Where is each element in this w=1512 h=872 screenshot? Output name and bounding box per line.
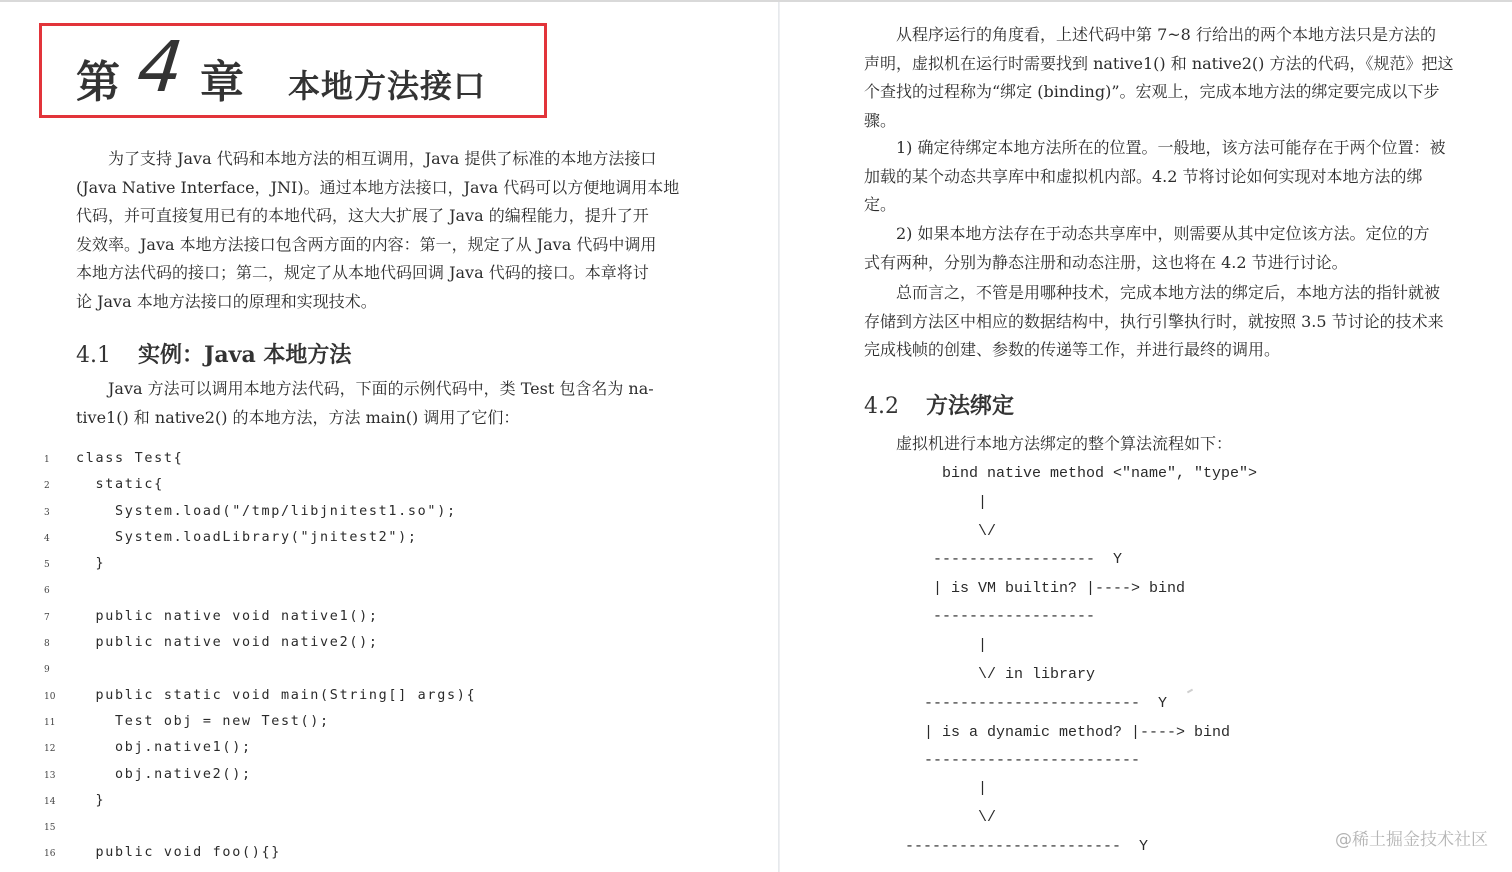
code-text: System.load("/tmp/libjnitest1.so"); <box>76 503 457 519</box>
code-line <box>44 656 476 682</box>
code-text: class Test{ <box>76 451 184 466</box>
flowchart-line: | <box>978 780 988 797</box>
intro-paragraph <box>76 145 700 317</box>
line-number: 5 <box>44 560 50 571</box>
paragraph-line: 加载的某个动态共享库中和虚拟机内部。4.2 节将讨论如何实现对本地方法的绑 <box>864 166 1423 186</box>
code-line <box>44 551 476 577</box>
code-text: static{ <box>76 477 164 493</box>
line-number: 16 <box>44 849 56 860</box>
summary-paragraph <box>864 279 1489 365</box>
code-text: } <box>76 792 106 808</box>
paragraph-line: 声明，虚拟机在运行时需要找到 native1() 和 native2() 方法的代码，《规范》把这 <box>864 53 1454 73</box>
flowchart-line: | is a dynamic method? |----> bind <box>924 724 1231 741</box>
code-line <box>44 814 476 840</box>
paragraph-line: 从程序运行的角度看，上述代码中第 7~8 行给出的两个本地方法只是方法的 <box>896 25 1436 44</box>
step-1-paragraph <box>864 134 1489 220</box>
section-number: 4.1 <box>76 343 111 368</box>
flowchart-line: ------------------------ <box>924 752 1141 769</box>
paragraph-line: 存储到方法区中相应的数据结构中，执行引擎执行时，就按照 3.5 节讨论的技术来 <box>864 311 1444 331</box>
line-number: 3 <box>44 507 50 518</box>
chapter-heading-highlight <box>39 23 547 118</box>
chapter-title: 本地方法接口 <box>288 67 487 105</box>
code-line <box>44 683 476 709</box>
line-number: 7 <box>44 612 50 623</box>
paragraph-line: 2) 如果本地方法存在于动态共享库中，则需要从其中定位该方法。定位的方 <box>896 224 1430 243</box>
code-line <box>44 472 476 498</box>
code-line <box>44 762 476 788</box>
line-number: 1 <box>44 455 50 465</box>
code-text: } <box>76 556 106 572</box>
flowchart-line: | <box>978 494 988 511</box>
paragraph-line: Java 方法可以调用本地方法代码，下面的示例代码中，类 Test 包含名为 na- <box>108 379 654 398</box>
line-number: 4 <box>44 533 50 544</box>
code-text: public native void native2(); <box>76 635 379 651</box>
paragraph-line: 骤。 <box>864 110 897 130</box>
section-4-2-intro <box>864 430 1489 459</box>
watermark: @稀土掘金技术社区 <box>1335 830 1488 850</box>
paragraph-line: 代码，并可直接复用已有的本地代码，这大大扩展了 Java 的编程能力，提升了开 <box>76 206 649 226</box>
paragraph-line: 论 Java 本地方法接口的原理和实现技术。 <box>76 291 377 311</box>
code-text: public native void native1(); <box>76 608 379 624</box>
flowchart-line: ------------------ Y <box>933 551 1123 568</box>
paragraph-line: 虚拟机进行本地方法绑定的整个算法流程如下： <box>896 434 1233 453</box>
paragraph-line: 发效率。Java 本地方法接口包含两方面的内容：第一，规定了从 Java 代码中调用 <box>76 234 657 254</box>
paragraph-line: 定。 <box>864 195 897 215</box>
line-number: 9 <box>44 665 50 676</box>
code-text: Test obj = new Test(); <box>76 713 330 729</box>
code-line <box>44 840 476 866</box>
code-line <box>44 577 476 603</box>
section-title: 方法绑定 <box>926 393 1015 419</box>
code-line <box>44 630 476 656</box>
flowchart-line: \/ <box>978 523 997 540</box>
paragraph-line: 为了支持 Java 代码和本地方法的相互调用，Java 提供了标准的本地方法接口 <box>108 149 657 168</box>
code-line <box>44 604 476 630</box>
flowchart-line: | is VM builtin? |----> bind <box>933 580 1186 597</box>
section-heading-4-2 <box>864 389 1014 420</box>
code-line <box>44 709 476 735</box>
line-number: 8 <box>44 639 50 650</box>
scan-smudge <box>1187 689 1193 694</box>
paragraph-line: 式有两种，分别为静态注册和动态注册，这也将在 4.2 节进行讨论。 <box>864 252 1348 272</box>
step-2-paragraph <box>864 220 1489 277</box>
code-line <box>44 735 476 761</box>
section-title: 实例：Java 本地方法 <box>138 342 352 368</box>
paragraph-line: 完成栈帧的创建、参数的传递等工作，并进行最终的调用。 <box>864 340 1281 360</box>
line-number: 12 <box>44 744 56 755</box>
chapter-suffix: 章 <box>200 57 244 108</box>
line-number: 10 <box>44 691 56 702</box>
code-text: public static void main(String[] args){ <box>76 687 477 703</box>
code-text: obj.native2(); <box>76 766 252 782</box>
book-spine-divider <box>778 2 780 872</box>
line-number: 13 <box>44 770 56 781</box>
line-number: 14 <box>44 796 56 807</box>
paragraph-line: tive1() 和 native2() 的本地方法，方法 main() 调用了它们： <box>76 407 520 427</box>
section-heading-4-1 <box>76 338 351 369</box>
line-number: 11 <box>44 717 56 728</box>
code-listing <box>44 446 476 867</box>
paragraph-line: (Java Native Interface，JNI)。通过本地方法接口，Java 代码可以方便地调用本地 <box>76 177 680 197</box>
flowchart-line: \/ <box>978 809 997 826</box>
code-text: public void foo(){} <box>76 845 281 861</box>
line-number: 15 <box>44 823 56 834</box>
right-paragraph-1 <box>864 21 1489 135</box>
section-4-1-paragraph <box>76 375 700 432</box>
paragraph-line: 本地方法代码的接口；第二，规定了从本地代码回调 Java 代码的接口。本章将讨 <box>76 263 649 283</box>
section-number: 4.2 <box>864 394 899 419</box>
flowchart-line: | <box>978 637 988 654</box>
code-text: obj.native1(); <box>76 740 252 756</box>
code-text: System.loadLibrary("jnitest2"); <box>76 529 418 545</box>
chapter-number: 4 <box>133 26 187 108</box>
flowchart-line: ------------------------ Y <box>905 838 1149 855</box>
flowchart-line: ------------------ <box>933 608 1096 625</box>
chapter-prefix: 第 <box>76 57 120 108</box>
paragraph-line: 1) 确定待绑定本地方法所在的位置。一般地，该方法可能存在于两个位置：被 <box>896 138 1446 157</box>
code-line <box>44 525 476 551</box>
line-number: 6 <box>44 586 50 597</box>
flowchart-line: bind native method <"name", "type"> <box>942 465 1258 482</box>
flowchart-line: \/ in library <box>978 666 1096 683</box>
paragraph-line: 总而言之，不管是用哪种技术，完成本地方法的绑定后，本地方法的指针就被 <box>896 283 1441 302</box>
code-line <box>44 788 476 814</box>
paragraph-line: 个查找的过程称为“绑定 (binding)”。宏观上，完成本地方法的绑定要完成以下步 <box>864 82 1440 102</box>
flowchart-line: ------------------------ Y <box>924 695 1168 712</box>
code-line <box>44 446 476 472</box>
line-number: 2 <box>44 481 50 492</box>
left-page <box>0 2 778 872</box>
code-line <box>44 499 476 525</box>
